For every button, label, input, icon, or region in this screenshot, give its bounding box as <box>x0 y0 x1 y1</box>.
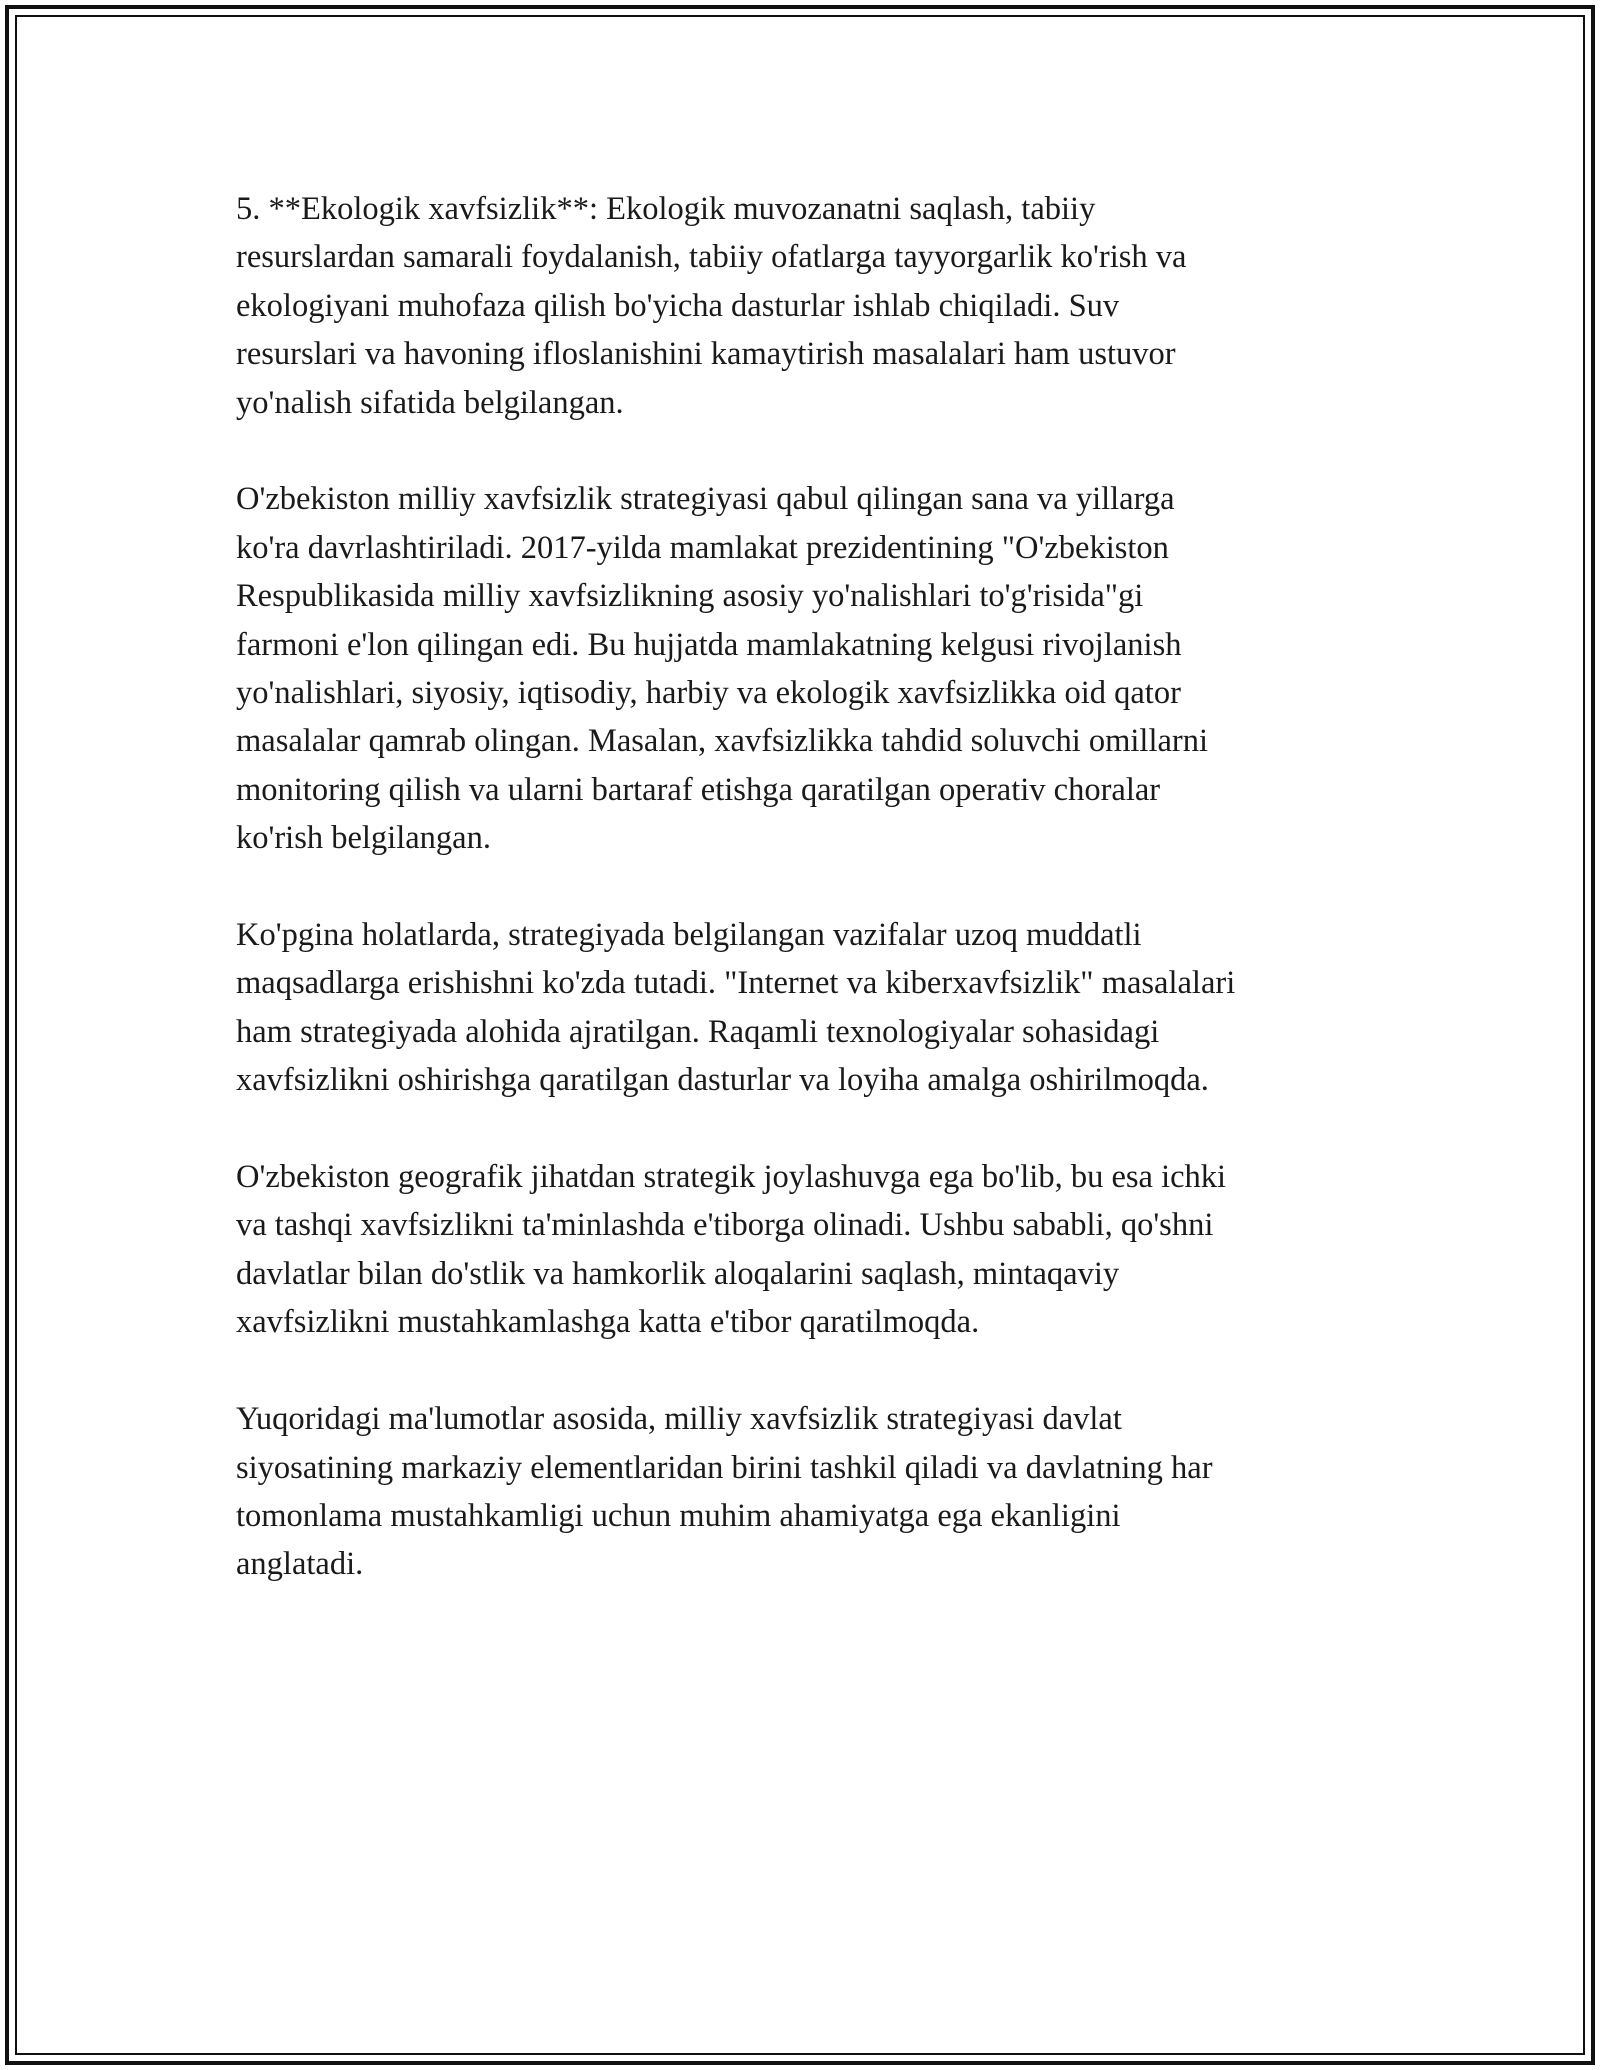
paragraph-strategy-periodization: O'zbekiston milliy xavfsizlik strategiyasi qabul qilingan sana va yillarga ko'ra davrlashtiriladi. 2017-yilda mamlakat prezidentining "O'zbekiston Respublikasida milliy xavfsizlikning asosiy yo'nalishlari to'g'risida"gi farmoni e'lon qilingan edi. Bu hujjatda mamlakatning kelgusi rivojlanish yo'nalishlari, siyosiy, iqtisodiy, harbiy va ekologik xavfsizlikka oid qator masalalar qamrab olingan. Masalan, xavfsizlikka tahdid soluvchi omillarni monitoring qilish va ularni bartaraf etishga qaratilgan operativ choralar ko'rish belgilangan. <box>236 481 1209 857</box>
paragraph-long-term-goals: Ko'pgina holatlarda, strategiyada belgilangan vazifalar uzoq muddatli maqsadlarga erishishni ko'zda tutadi. "Internet va kiberxavfsizlik" masalalari ham strategiyada alohida ajratilgan. Raqamli texnologiyalar sohasidagi xavfsizlikni oshirishga qaratilgan dasturlar va loyiha amalga oshirilmoqda. <box>236 917 1236 1099</box>
paragraph-conclusion: Yuqoridagi ma'lumotlar asosida, milliy xavfsizlik strategiyasi davlat siyosatining markaziy elementlaridan birini tashkil qiladi va davlatning har tomonlama mustahkamligi uchun muhim ahamiyatga ega ekanligini anglatadi. <box>236 1401 1213 1583</box>
document-body <box>236 185 1386 1589</box>
paragraph-geographic-position: O'zbekiston geografik jihatdan strategik joylashuvga ega bo'lib, bu esa ichki va tashqi xavfsizlikni ta'minlashda e'tiborga olinadi. Ushbu sababli, qo'shni davlatlar bilan do'stlik va hamkorlik aloqalarini saqlash, mintaqaviy xavfsizlikni mustahkamlashga katta e'tibor qaratilmoqda. <box>236 1159 1227 1341</box>
paragraph-ecological-security: 5. **Ekologik xavfsizlik**: Ekologik muvozanatni saqlash, tabiiy resurslardan samarali foydalanish, tabiiy ofatlarga tayyorgarlik ko'rish va ekologiyani muhofaza qilish bo'yicha dasturlar ishlab chiqiladi. Suv resurslari va havoning ifloslanishini kamaytirish masalalari ham ustuvor yo'nalish sifatida belgilangan. <box>236 191 1187 421</box>
